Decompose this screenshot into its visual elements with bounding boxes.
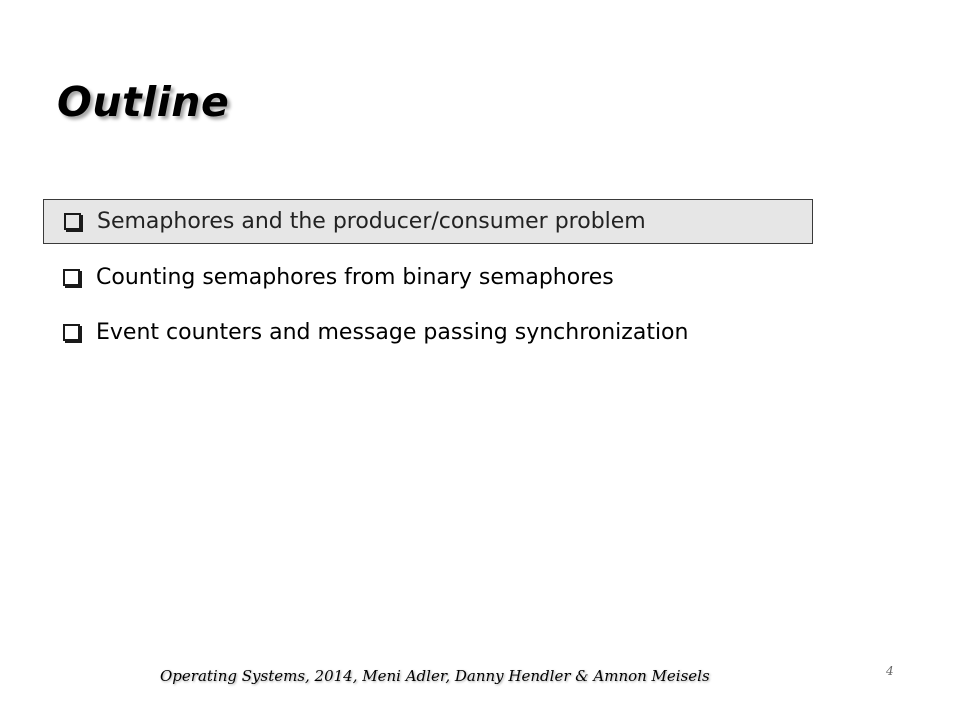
checkbox-square-icon	[64, 213, 81, 230]
checkbox-square-icon	[63, 324, 80, 341]
outline-item-semaphores	[43, 199, 813, 244]
outline-item-label: Semaphores and the producer/consumer problem	[97, 209, 646, 234]
outline-item-counting-semaphores	[63, 262, 614, 292]
checkbox-square-icon	[63, 269, 80, 286]
outline-item-event-counters	[63, 317, 688, 347]
slide-title: Outline	[57, 78, 230, 126]
page-number: 4	[886, 664, 894, 678]
footer-credits: Operating Systems, 2014, Meni Adler, Danny Hendler & Amnon Meisels	[160, 667, 710, 685]
outline-item-label: Counting semaphores from binary semaphores	[96, 264, 614, 290]
outline-item-label: Event counters and message passing synchronization	[96, 319, 689, 345]
